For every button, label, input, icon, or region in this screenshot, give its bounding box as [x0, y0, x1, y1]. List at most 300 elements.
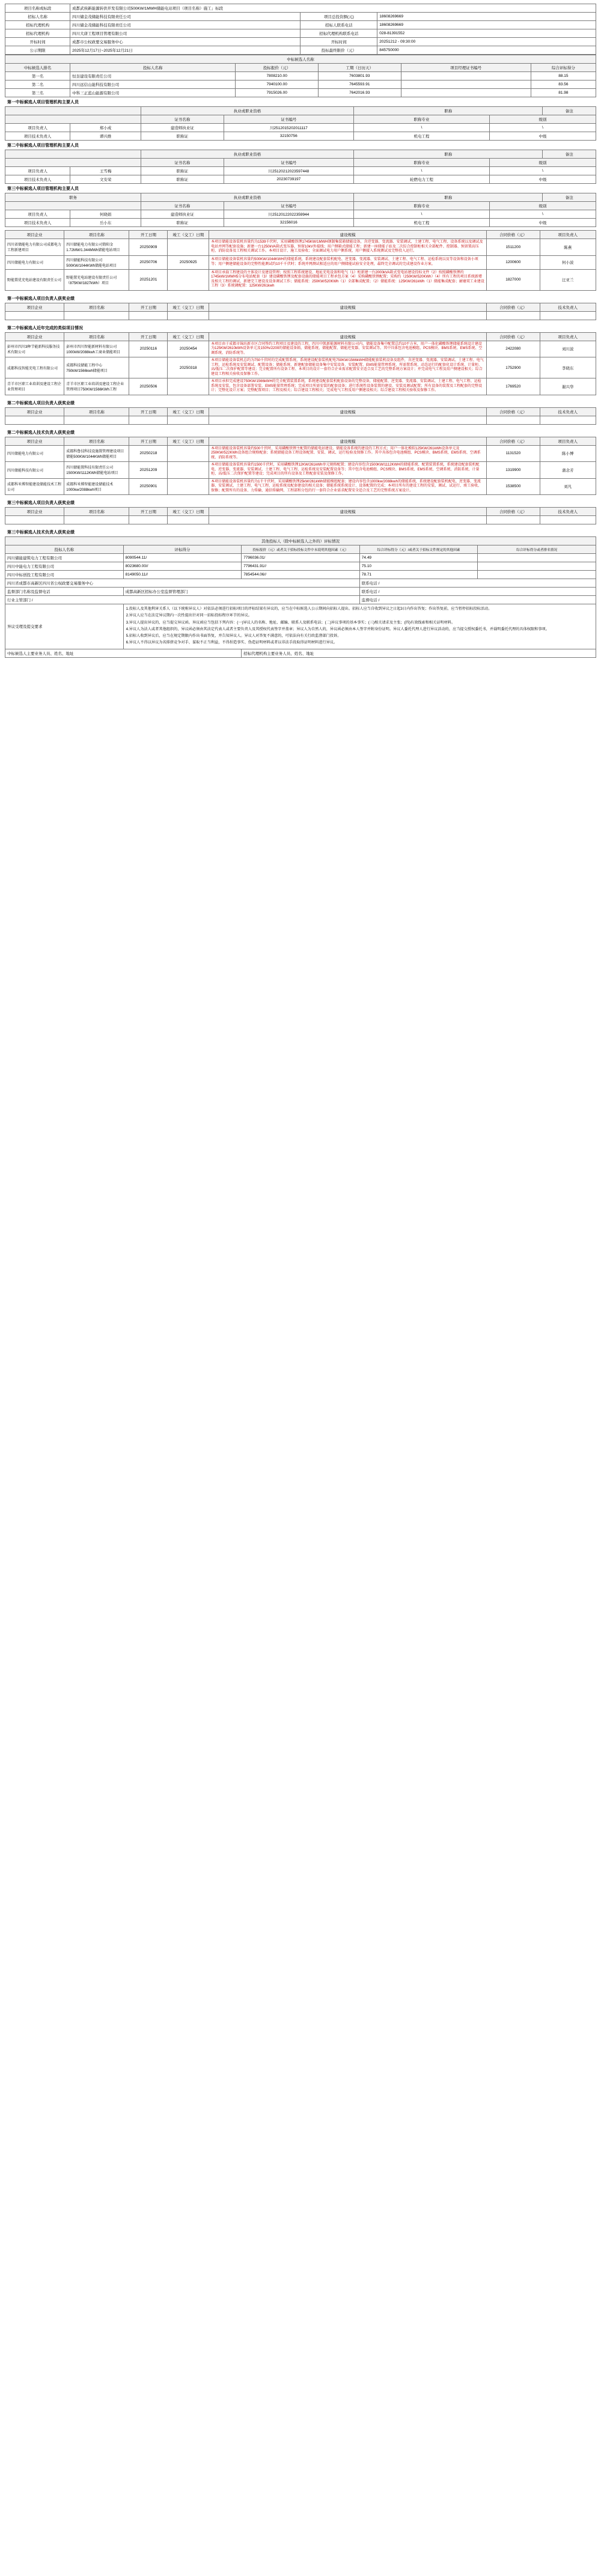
cert-name: 建造师执业证 — [141, 210, 224, 219]
col-end: 竣工（交工）日期 — [168, 231, 209, 239]
table-row — [5, 562, 596, 571]
col-end: 竣工（交工）日期 — [168, 508, 209, 516]
cell-empty — [5, 516, 64, 524]
col-score: 综合评标得分 — [531, 64, 596, 72]
col-bidder: 投标人名称 — [70, 64, 236, 72]
proj-start: 20251201 — [129, 269, 168, 290]
label-publicity-period: 公示期限 — [5, 46, 70, 55]
rank-3: 第三名 — [5, 89, 70, 97]
other-bidder-total: 78.71 — [359, 571, 478, 579]
cert-3 — [401, 89, 531, 97]
col-title-level: 级别 — [490, 115, 596, 124]
project-col-header — [5, 437, 596, 445]
label-investment: 项目总投资额(元) — [300, 13, 377, 21]
duration-2: 7645593.91 — [318, 80, 401, 89]
col-company: 项目企业 — [5, 332, 64, 341]
value-agency: 四川储金茂储能科技有限责任公司 — [70, 21, 300, 29]
col-company: 项目企业 — [5, 231, 64, 239]
col-qualification: 执业或职业资格 — [141, 150, 354, 159]
col-scale: 建设规模 — [209, 332, 487, 341]
proj-price: 1538500 — [487, 478, 540, 495]
col-start: 开工日期 — [129, 407, 168, 416]
title-level: 中级 — [490, 132, 596, 141]
table-row — [5, 239, 596, 256]
proj-manager: 陈小博 — [540, 445, 596, 462]
value-open-time: 20251212 - 09:30:00 — [377, 38, 596, 46]
title-major: \ — [353, 124, 489, 132]
cert-no: 32150756 — [224, 132, 353, 141]
label-agency: 招标代理机构 — [5, 21, 70, 29]
other-bidder-score: 8023680.00// — [123, 562, 242, 571]
title-major: \ — [353, 210, 489, 219]
col-start: 开工日期 — [129, 231, 168, 239]
table-row — [5, 38, 596, 46]
label-open-place: 开标时间 — [5, 38, 70, 46]
table-row — [5, 29, 596, 38]
col-blank — [5, 115, 141, 124]
objection-notes — [123, 604, 596, 649]
proj-end: 20250318 — [168, 357, 209, 378]
section-title-first-awards: 第一中标候选人项目负责人获奖业绩 — [7, 296, 75, 301]
proj-end — [168, 462, 209, 479]
award-table-third — [5, 507, 596, 524]
col-manager: 技术负责人 — [540, 508, 596, 516]
role-value: 郑小成 — [70, 124, 141, 132]
label-open-time: 开标时间 — [300, 38, 377, 46]
candidate-col-header — [5, 64, 596, 72]
proj-start — [129, 357, 168, 378]
cell-empty — [129, 311, 168, 320]
role-value: 岳小东 — [70, 219, 141, 227]
award-col-header — [5, 303, 596, 311]
project-col-header — [5, 332, 596, 341]
col-title-level: 级别 — [490, 159, 596, 167]
proj-start: 20250909 — [129, 239, 168, 256]
award-col-header — [5, 508, 596, 516]
candidate-table-wrap — [5, 55, 596, 97]
other-info-title-row — [5, 537, 596, 545]
title-major: \ — [353, 167, 489, 175]
value-agency-phone: 028-81391552 — [377, 29, 596, 38]
label-agency2: 招标代理机构 — [5, 29, 70, 38]
col-price: 合同价格（元） — [487, 303, 540, 311]
objection-p6: 6.异议人不得以异议为名排挤竞争对手、谋取不正当利益，不得捏造事实、伪造证明材料或者以非法手段取得证明材料进行异议。 — [126, 640, 338, 645]
label-project-name: 项目名称或标段 — [5, 4, 70, 13]
header-table-wrap — [5, 4, 596, 55]
section-title-first-personnel: 第一中标候选人项目管理机构主要人员 — [7, 100, 79, 105]
col-scale: 建设规模 — [209, 508, 487, 516]
cert-no: 20230739197 — [224, 175, 353, 184]
proj-manager: 刘凡 — [540, 478, 596, 495]
col-scale: 建设规模 — [209, 437, 487, 445]
table-row — [5, 210, 596, 219]
proj-start: 20250506 — [129, 378, 168, 395]
other-info-title: 其他投标人（除中标候选人之外的）评标情况 — [5, 537, 596, 545]
cell-empty — [64, 516, 129, 524]
col-remark: 备注 — [543, 107, 596, 115]
col-blank — [5, 159, 141, 167]
proj-scale: 本项目储能设备装机容量约为1539千伏时，采用磷酸铁锂1745KW/1MWH钢制集装箱储能设备，含逆变器、变流器、安装调试、土建工程、电气工程、设备系统以及调试及电站并网等配套设施；新建一台1250kVA箱式变压器，预留10kV外接线；用户侧箱式储能工程；新建一座储能子站及二次综合控制柜相关全部配件、控制器、预留置高压柜、消防设备及工程相关调试工作。本项目设计、施工及验收；全面调试电力用户侧系统，用户侧接入系统测试及完整投入运行。 — [209, 239, 487, 256]
col-title-major: 职称专业 — [353, 202, 489, 210]
header-table — [5, 4, 596, 55]
col-title: 职称 — [353, 193, 543, 202]
cell-empty — [209, 416, 487, 424]
label-tenderer-phone: 招标人联系电话 — [300, 21, 377, 29]
cell-empty — [478, 554, 596, 562]
col-total-score: 综合评标得分或者排名情况 — [478, 545, 596, 554]
col-cert: 项目经理证书编号 — [401, 64, 531, 72]
col-price: 合同价格（元） — [487, 231, 540, 239]
proj-company: 四川储能电力有限公司 — [5, 255, 64, 269]
objection-p2: 2.异议人应当在法定异议期内一次性提出针对同一招标投标程序环节的异议。 — [126, 613, 252, 618]
cell-empty — [209, 516, 487, 524]
proj-company: 成都科米博智能建设储能技术工程公司 — [5, 478, 64, 495]
col-cert-no: 证书编号 — [224, 115, 353, 124]
personnel-subheader-row — [5, 202, 596, 210]
cert-no: 川25120122022359944 — [224, 210, 353, 219]
cert-no: 川2512015202011117 — [224, 124, 353, 132]
section-title-second-projects: 第二中标候选人近年完成的类似项目情况 — [7, 326, 83, 330]
section-title-second-tech: 第二中标候选人技术负责人获奖业绩 — [7, 430, 75, 435]
proj-company: 四川省储能电力有限公司成都电力工程新建项目 — [5, 239, 64, 256]
table-row — [5, 72, 596, 80]
award-col-header — [5, 407, 596, 416]
supervision-center: 四川省成都市高新区四川省公权政要交易服务中心 — [5, 579, 360, 588]
col-title-level: 级别 — [490, 202, 596, 210]
table-row — [5, 13, 596, 21]
col-bid-price: 投标报价（元）或者关于招标投标文件中未说明其他因素（元） — [242, 545, 360, 554]
other-bidder-total: 75.10 — [359, 562, 478, 571]
value-tenderer-phone: 18608269669 — [377, 21, 596, 29]
personnel-table-third — [5, 193, 596, 227]
col-manager: 项目负责人 — [540, 332, 596, 341]
role-value: 何晓娟 — [70, 210, 141, 219]
score-1: 88.15 — [531, 72, 596, 80]
personnel-header-row — [5, 107, 596, 115]
other-bidder-price: 7796036.01/ — [242, 554, 360, 562]
project-table-second — [5, 332, 596, 395]
col-cert-name: 证书名称 — [141, 159, 224, 167]
col-price: 合同价格（元） — [487, 508, 540, 516]
objection-p4: 4.异议人为法人或者其他组织的，异议函必须由其法定代表人或者主要负责人及其授权代表签字并盖章；异议人为自然人的，异议函必须由本人签字并附身份证明。异议人委托代理人进行异议活动的，应当提交授权委托书，并载明委托代理的具体权限和事项。 — [126, 627, 549, 631]
col-cert-name: 证书名称 — [141, 115, 224, 124]
other-bidder-name: 四川中能电力工程有限公司 — [5, 562, 124, 571]
proj-scale: 本项目储能设备装机容量约500KW/1044KWH的储能系统，系统建设配套装机配电、逆变器、变流器、安装调试、土建工程、电气工程、运检系统以及等设备和设备小项等；用户侧建储能设备的完整性能测试约10千千伏时；系统并网测试相适应的用户侧储能试验安全处理，最终完全调试的完成建设作业方案。 — [209, 255, 487, 269]
label-agency-phone: 招标代理机构联系电话 — [300, 29, 377, 38]
project-table-first — [5, 230, 596, 291]
bidder-3: 中科三正蓝山能源有限公司 — [70, 89, 236, 97]
score-3: 81.98 — [531, 89, 596, 97]
proj-end — [168, 478, 209, 495]
value-tenderer: 四川储金茂储能科技有限责任公司 — [70, 13, 300, 21]
table-row — [5, 132, 596, 141]
other-bidder-score: 8149050.11// — [123, 571, 242, 579]
personnel-header-row — [5, 193, 596, 202]
col-proj-name: 项目名称 — [64, 303, 129, 311]
table-row — [5, 80, 596, 89]
price-1: 7808210.00 — [236, 72, 319, 80]
title-major: 轮燃电力工程 — [353, 175, 489, 184]
bidder-1: 恒奎建设有限责任公司 — [70, 72, 236, 80]
col-title-major: 职称专业 — [353, 159, 489, 167]
award-table-first — [5, 303, 596, 320]
proj-name: 野能置充电站建设有限责任公司（875KW/1827kWh）项目 — [64, 269, 129, 290]
proj-company: 成都科技智能充电工程有限公司 — [5, 357, 64, 378]
proj-scale: 本项目承载工程建设的主体设计及建设管理；按照工程系统建设、地址充电设备和电气（1）柜新建一台2000kVA箱式变电站建设投标文件（2）按照磷酸铁锂约1745kW/1MWH5分布电站配套（3）建设磷酸铁锂及配套设施的储能项目工程承包方案（4）采购磷酸铁锂配置；采购约（250KW/520KWh）（4）所有工程的项目系统新增及相关工程的调试、新建完工建设及设备调试工作；储能系统：250KW/520KWh（1）全部集成配置；（2）储能系统：125KW/261kWh（1）储能集成配套；耐磨双工业建设工程（3）系统调配置：125KW/261kwh — [209, 269, 487, 290]
title-major: 机电工程 — [353, 132, 489, 141]
proj-name: 成都科技储能工程中心750kW/1566kwh储能项目 — [64, 357, 129, 378]
other-bidder-name: 四川中标创投工程有限公司 — [5, 571, 124, 579]
col-proj-name: 项目名称 — [64, 437, 129, 445]
cert-2 — [401, 80, 531, 89]
bidder-2: 四川远信山能科技有限公司 — [70, 80, 236, 89]
table-row — [5, 46, 596, 55]
cell-empty — [540, 311, 596, 320]
col-qualification: 执业或职业资格 — [141, 193, 354, 202]
proj-company: 彭州市四川3种节能新科技服务技术有限公司 — [5, 341, 64, 357]
proj-end — [168, 378, 209, 395]
cell-empty — [64, 416, 129, 424]
proj-scale: 本项目储能设备装机容量约500千伏时，采用磷酸铁锂主配置的储能电站建设。储能设备系统的建设的工程方式；用户一体化模拟125KW/261kWh设备单元及250KW/522KWh设备组合规格配套；系统储能设备工程设备配置、安装、调试、运行检验及保修工作。其中具体包含电池模组、PCS模块、BMS系统、EMS系统、空调系统、消防系统等。 — [209, 445, 487, 462]
col-company: 项目企业 — [5, 437, 64, 445]
duration-3: 7642016.93 — [318, 89, 401, 97]
col-company: 项目企业 — [5, 303, 64, 311]
proj-name: 彭州市四川智能新材料有限公司1000kW/2088kwh工商业储能项目 — [64, 341, 129, 357]
value-publicity-period: 2025年12月17日~2025年12月21日 — [70, 46, 300, 55]
col-qualification: 执业或职业资格 — [141, 107, 354, 115]
other-bidder-name: 四川储能建筑电力工程有限公司 — [5, 554, 124, 562]
col-start: 开工日期 — [129, 437, 168, 445]
cert-name: 职称证 — [141, 175, 224, 184]
cell-empty — [487, 516, 540, 524]
proj-scale: 本项目由于成都市锦坊新市区合同签约工程项目及建设的工程，四川中凯新能源材料有限公司内，储能设备集中配置总约10平方米，用户一体化磷酸铁锂储能系统设计建设为125KW/2610kWh设备单元及150%/2200的储能设备箱，储能系统、储能配置、储能逆变器、安装调试等。其中具体包含电池模组、PCS模块、BMS系统、EMS系统、空调系统、消防系统等。 — [209, 341, 487, 357]
cell-empty — [209, 311, 487, 320]
title-level: 中级 — [490, 219, 596, 227]
cell-empty — [5, 311, 64, 320]
col-proj-name: 项目名称 — [64, 231, 129, 239]
table-row — [5, 478, 596, 495]
role-label: 项目技术负责人 — [5, 175, 70, 184]
col-scale: 建设规模 — [209, 407, 487, 416]
table-row — [5, 378, 596, 395]
proj-price: 1769520 — [487, 378, 540, 395]
cell-empty — [478, 571, 596, 579]
table-row — [5, 588, 596, 596]
cell-empty — [129, 516, 168, 524]
cell-empty — [487, 416, 540, 424]
bid-result-page — [0, 0, 601, 670]
other-bidder-total: 74.49 — [359, 554, 478, 562]
proj-price: 1131520 — [487, 445, 540, 462]
col-manager: 技术负责人 — [540, 407, 596, 416]
cert-1 — [401, 72, 531, 80]
proj-company: 野能置优充电站建设有限责任公司 — [5, 269, 64, 290]
proj-manager: 谢兴华 — [540, 378, 596, 395]
col-scale: 建设规模 — [209, 303, 487, 311]
proj-name: 成都科米博智能建设储能技术1000kw/2088kwh项目 — [64, 478, 129, 495]
col-scale: 建设规模 — [209, 231, 487, 239]
table-row — [5, 4, 596, 13]
industry-dept-label: 行业主管部门 / — [5, 596, 360, 604]
col-price: 投标报价（元） — [236, 64, 319, 72]
title-level: \ — [490, 167, 596, 175]
proj-end — [168, 269, 209, 290]
col-end: 竣工（交工）日期 — [168, 407, 209, 416]
cell-empty — [540, 416, 596, 424]
table-row — [5, 357, 596, 378]
cell-empty — [168, 416, 209, 424]
col-proj-name: 项目名称 — [64, 332, 129, 341]
cell-empty — [64, 311, 129, 320]
role-value: 谭兴维 — [70, 132, 141, 141]
table-row — [5, 21, 596, 29]
col-blank — [5, 202, 141, 210]
proj-end: 20250925 — [168, 255, 209, 269]
section-title-third-tech: 第三中标候选人技术负责人获奖业绩 — [7, 530, 75, 535]
title-major: 机电工程 — [353, 219, 489, 227]
proj-start: 20250706 — [129, 255, 168, 269]
col-manager: 技术负责人 — [540, 303, 596, 311]
price-3: 7915026.00 — [236, 89, 319, 97]
table-row — [5, 445, 596, 462]
role-value: 王雪梅 — [70, 167, 141, 175]
award-table-second — [5, 407, 596, 425]
rank-1: 第一名 — [5, 72, 70, 80]
proj-name: 四川储能科技有限公司500KW/1044KWh储能电站项目 — [64, 255, 129, 269]
price-2: 7940100.00 — [236, 80, 319, 89]
col-proj-name: 项目名称 — [64, 508, 129, 516]
candidate-table — [5, 55, 596, 97]
proj-company: 四川储能电力有限公司 — [5, 445, 64, 462]
proj-start: 20250901 — [129, 478, 168, 495]
col-price: 合同价格（元） — [487, 332, 540, 341]
candidate-table-title: 中标候选人名称 — [5, 55, 596, 64]
proj-manager: 刘川波 — [540, 341, 596, 357]
col-start: 开工日期 — [129, 332, 168, 341]
table-row — [5, 175, 596, 184]
proj-start: 20251209 — [129, 462, 168, 479]
proj-manager: 汪亚兰 — [540, 269, 596, 290]
personnel-table-first — [5, 106, 596, 141]
proj-start: 20250218 — [129, 445, 168, 462]
col-remark: 备注 — [543, 150, 596, 159]
proj-price: 1752900 — [487, 357, 540, 378]
col-price: 合同价格（元） — [487, 437, 540, 445]
proj-price: 2422080 — [487, 341, 540, 357]
proj-scale: 本项目储能设备装机总约为750千伏时的完成配置系统，系统建设配套装机配电750KW/1566kWH储能配套装机设备及组件，含逆变器、变流器、安装调试、土建工程、电气工程、运检系统及安装调试、配置设备；储能系统、新建配套储能设备集中安装设备、安装配置、EMS能量管理系统、所需置系统、动态运行的配套化设计系统、计量柜、高/低压二次保护配置等建设；完全配置所有设备工程、本项目的设计一套符合企业需求配置安全适合及工艺的完整系统方案设计；并完成电气工程及用户侧建设相关；综合建设工程相关验收及保修工作。 — [209, 357, 487, 378]
rank-2: 第二名 — [5, 80, 70, 89]
table-row — [5, 255, 596, 269]
proj-end — [168, 239, 209, 256]
objection-p5: 5.招标人收到异议后，应当在规定期限内作出书面答复，并告知异议人。异议人对答复不满意的，可依法向有关行政监督部门投诉。 — [126, 634, 341, 639]
proj-company: 青羊市区职工业培训及建设工程企业管理项目 — [5, 378, 64, 395]
value-open-place: 成都市公权政要交易服务中心 — [70, 38, 300, 46]
table-row — [5, 462, 596, 479]
cert-name: 职称证 — [141, 132, 224, 141]
section-title-third-personnel: 第三中标候选人项目管理机构主要人员 — [7, 187, 79, 191]
role-label: 项目技术负责人 — [5, 219, 70, 227]
col-end: 竣工（交工）日期 — [168, 332, 209, 341]
role-value: 文安荣 — [70, 175, 141, 184]
section-title-second-personnel: 第二中标候选人项目管理机构主要人员 — [7, 144, 79, 148]
role-label: 项目负责人 — [5, 167, 70, 175]
proj-name: 青羊市区职工业培训及建设工程企业管理项目750KW/1566KWh工程 — [64, 378, 129, 395]
personnel-table-second — [5, 150, 596, 184]
cert-no: 32156016 — [224, 219, 353, 227]
proj-end — [168, 445, 209, 462]
role-label: 项目负责人 — [5, 124, 70, 132]
table-row — [5, 571, 596, 579]
col-title: 职称 — [353, 150, 543, 159]
title-level: 中级 — [490, 175, 596, 184]
cert-no: 川25120212023597448 — [224, 167, 353, 175]
supervision-phone: 联系电话 / — [359, 588, 596, 596]
footer-right-label: 招标代理机构主要业务人员、姓名、地址 — [242, 649, 596, 657]
col-title-major: 职称专业 — [353, 115, 489, 124]
col-price: 合同价格（元） — [487, 407, 540, 416]
col-cert-name: 证书名称 — [141, 202, 224, 210]
proj-scale: 本项目储能设备装机容量约1500千伏时，采用磷酸铁锂12KW/261kWh单元规格配置；建设内容包含1500KW/1112KWH的储能系统、配置装置系统，系统建设配套装机配电、逆变器、变流器、安装调试、土建工程、电气工程、运检系统及安装配置设备等；其中包含电池模组、PCS模块、BMS系统、EMS系统、空调系统、消防系统、计量柜、高/低压二次保护配置等建设；完成项目的所有设备及工程配套安装及保修工作。 — [209, 462, 487, 479]
project-col-header — [5, 231, 596, 239]
proj-price: 1200600 — [487, 255, 540, 269]
col-rank: 中标候选人排名 — [5, 64, 70, 72]
col-role: 职务 — [5, 193, 141, 202]
table-row — [5, 124, 596, 132]
cert-name: 职称证 — [141, 167, 224, 175]
proj-name: 四川储能置科技有限责任公司1500KW/1112KWh储能电站项目 — [64, 462, 129, 479]
table-row — [5, 416, 596, 424]
title-level: \ — [490, 210, 596, 219]
cell-empty — [5, 416, 64, 424]
proj-manager: 李晓东 — [540, 357, 596, 378]
cert-name: 职称证 — [141, 219, 224, 227]
cert-name: 建造师执业证 — [141, 124, 224, 132]
col-proj-name: 项目名称 — [64, 407, 129, 416]
section-title-third-awards: 第三中标候选人项目负责人获奖业绩 — [7, 501, 75, 505]
section-title-second-awards: 第二中标候选人项目负责人获奖业绩 — [7, 401, 75, 406]
table-row — [5, 89, 596, 97]
proj-manager: 何小波 — [540, 255, 596, 269]
col-other-factor: 综合评标得分（元）/或者关于招标文件规定的其他因素 — [359, 545, 478, 554]
other-bidder-price: 7854544.06// — [242, 571, 360, 579]
personnel-header-row — [5, 150, 596, 159]
table-row — [5, 341, 596, 357]
table-row — [5, 516, 596, 524]
cell-empty — [168, 311, 209, 320]
col-start: 开工日期 — [129, 303, 168, 311]
value-max-price: 845750000 — [377, 46, 596, 55]
value-investment: 18608269669 — [377, 13, 596, 21]
cell-empty — [487, 311, 540, 320]
other-bidder-price: 7796431.91// — [242, 562, 360, 571]
col-end: 竣工（交工）日期 — [168, 437, 209, 445]
table-row — [5, 219, 596, 227]
proj-price: 1827000 — [487, 269, 540, 290]
col-manager: 项目负责人 — [540, 231, 596, 239]
proj-price: 1511200 — [487, 239, 540, 256]
value-project-name: 成都武侯新能源转供开发有限公司500KW/1MWH储能电站项目（项目名称）施工」标段 — [70, 4, 596, 13]
other-info-col-header — [5, 545, 596, 554]
label-tenderer: 招标人名称 — [5, 13, 70, 21]
candidate-table-header-row — [5, 55, 596, 64]
table-row — [5, 311, 596, 320]
supervision-contact: 联系电话 / — [359, 579, 596, 588]
objection-title: 异议受理及提交要求 — [5, 604, 124, 649]
table-row — [5, 596, 596, 604]
col-start: 开工日期 — [129, 508, 168, 516]
personnel-subheader-row — [5, 159, 596, 167]
proj-scale: 本项目承担完成建设750KW/1566kWH的完全配置装置系统，系统建设配套装机配套设备的完整设备，储能配置、逆变器、变流器、安装调试、土建工程、电气工程、运检系统及安装，包含设备部署安装、EMS能量管理系统；完成项目所需安装的配套设备；进行系统性设备装置的建设、安装及调试配置；所有设备的装置及工程配套的完整设计；完整化设计方案；完整配置项目；工程及相关；综合建设工程相关；完成电气工程及用户侧建设相关；综合建设工程相关验收及保修工作。 — [209, 378, 487, 395]
